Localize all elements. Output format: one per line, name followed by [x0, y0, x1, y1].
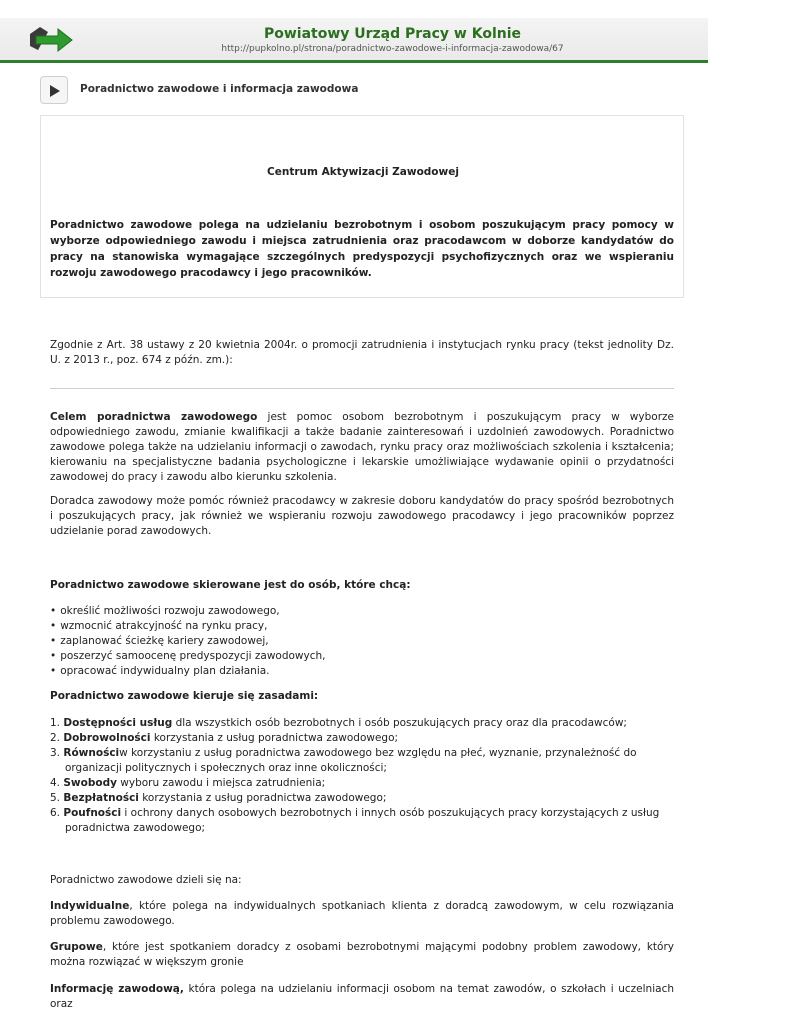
- individual-text: , które polega na indywidualnych spotkaniach klienta z doradcą zawodowym, w celu rozwiązania problemu zawodowego.: [50, 900, 674, 927]
- principles-list: [50, 716, 674, 836]
- goal-text: jest pomoc osobom bezrobotnym i poszukującym pracy w wyborze odpowiedniego zawodu, zmianie kwalifikacji a także badanie zainteresowań i uzdolnień zawodowych. Poradnictwo zawodowe polega także na udzielaniu informacji o zawodach, rynku pracy oraz możliwościach szkolenia i kształcenia; kierowaniu na specjalistyczne badania psychologiczne i lekarskie umożliwiające wydawanie opinii o przydatności zawodowej do pracy i zawodu albo kierunku szkolenia.: [50, 411, 674, 483]
- list-item: • wzmocnić atrakcyjność na rynku pracy,: [50, 619, 674, 634]
- list-item: [50, 791, 674, 806]
- item-bold: Równości: [63, 747, 120, 759]
- item-text: wyboru zawodu i miejsca zatrudnienia;: [116, 777, 326, 789]
- legal-basis: Zgodnie z Art. 38 ustawy z 20 kwietnia 2004r. o promocji zatrudnienia i instytucjach rynku pracy (tekst jednolity Dz. U. z 2013 r., poz. 674 z późn. zm.):: [50, 339, 674, 366]
- item-number: 5.: [50, 792, 61, 804]
- item-text: dla wszystkich osób bezrobotnych i osób poszukujących pracy oraz dla pracodawców;: [172, 717, 627, 729]
- group-paragraph: [50, 940, 674, 970]
- list-item: • opracować indywidualny plan działania.: [50, 664, 674, 679]
- item-bold: Swobody: [63, 777, 117, 789]
- group-text: , które jest spotkaniem doradcy z osobami bezrobotnymi mającymi podobny problem zawodowy, który można rozwiązać w większym gronie: [50, 941, 674, 968]
- item-number: 6.: [50, 807, 61, 819]
- information-paragraph: [50, 982, 674, 1010]
- list-item: • poszerzyć samoocenę predyspozycji zawodowych,: [50, 649, 674, 664]
- group-bold: Grupowe: [50, 941, 103, 953]
- item-number: 4.: [50, 777, 61, 789]
- page-title: Poradnictwo zawodowe i informacja zawodowa: [80, 83, 359, 95]
- site-title: Powiatowy Urząd Pracy w Kolnie: [263, 26, 522, 42]
- play-arrow-icon: [40, 76, 68, 104]
- principles-heading: Poradnictwo zawodowe kieruje się zasadami:: [50, 690, 319, 702]
- intro-box: [40, 115, 684, 298]
- goal-paragraph: [50, 410, 674, 485]
- list-item: [50, 716, 674, 731]
- individual-bold: Indywidualne: [50, 900, 130, 912]
- target-heading: Poradnictwo zawodowe skierowane jest do osób, które chcą:: [50, 579, 411, 591]
- information-text: która polega na udzielaniu informacji osobom na temat zawodów, o szkołach i uczelniach oraz: [50, 983, 674, 1010]
- item-bold: Dobrowolności: [63, 732, 151, 744]
- division-intro: Poradnictwo zawodowe dzieli się na:: [50, 874, 242, 886]
- site-url: http://pupkolno.pl/strona/poradnictwo-zawodowe-i-informacja-zawodowa/67: [221, 44, 564, 54]
- box-title: Centrum Aktywizacji Zawodowej: [267, 166, 459, 178]
- item-bold: Bezpłatności: [63, 792, 139, 804]
- item-bold: Dostępności usług: [63, 717, 173, 729]
- item-text: korzystania z usług poradnictwa zawodowego;: [138, 792, 387, 804]
- item-number: 3.: [50, 747, 61, 759]
- goal-bold: Celem poradnictwa zawodowego: [50, 411, 258, 423]
- list-item: • zaplanować ścieżkę kariery zawodowej,: [50, 634, 674, 649]
- list-item: [50, 806, 674, 836]
- item-number: 1.: [50, 717, 61, 729]
- list-item: [50, 731, 674, 746]
- box-text: Poradnictwo zawodowe polega na udzielaniu bezrobotnym i osobom poszukującym pracy pomocy w wyborze odpowiedniego zawodu i miejsca zatrudnienia oraz pracodawcom w doborze kandydatów do pracy na stanowiska wymagające szczególnych predyspozycji psychofizycznych oraz we wspieraniu rozwoju zawodowego pracodawcy i jego pracowników.: [50, 219, 674, 279]
- item-text: korzystania z usług poradnictwa zawodowego;: [150, 732, 399, 744]
- item-number: 2.: [50, 732, 61, 744]
- target-list: [50, 604, 674, 679]
- item-text: w korzystaniu z usług poradnictwa zawodowego bez względu na płeć, wyznanie, przynależność do organizacji politycznych i społecznych oraz inne okoliczności;: [65, 747, 637, 774]
- list-item: [50, 746, 674, 776]
- list-item: [50, 776, 674, 791]
- divider: [50, 388, 674, 389]
- information-bold: Informację zawodową,: [50, 983, 184, 995]
- list-item: • określić możliwości rozwoju zawodowego,: [50, 604, 674, 619]
- item-text: i ochrony danych osobowych bezrobotnych i innych osób poszukujących pracy korzystających z usług poradnictwa zawodowego;: [65, 807, 660, 834]
- header-divider: [0, 60, 708, 63]
- site-header: [0, 0, 725, 64]
- employers-paragraph: Doradca zawodowy może pomóc również pracodawcy w zakresie doboru kandydatów do pracy spośród bezrobotnych i poszukujących pracy, jak również we wspieraniu rozwoju zawodowego pracodawcy i jego pracowników poprzez udzielanie porad zawodowych.: [50, 495, 674, 537]
- individual-paragraph: [50, 899, 674, 929]
- item-bold: Poufności: [63, 807, 122, 819]
